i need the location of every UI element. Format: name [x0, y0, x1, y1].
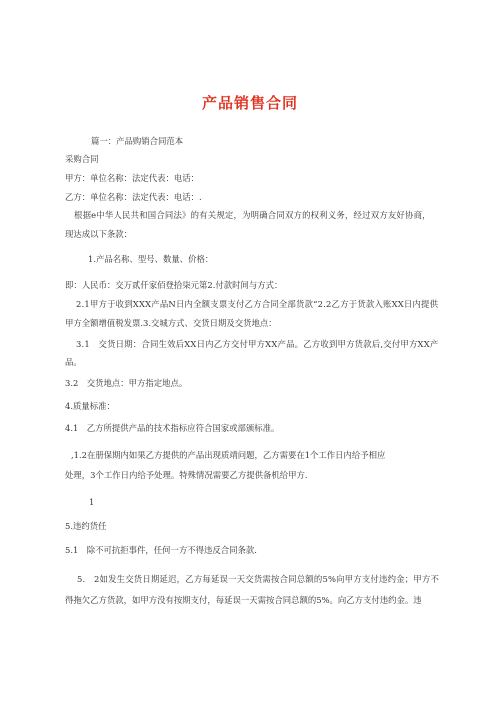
clause-2-1-line-2: 甲方全额增值税发票.3.交城方式、交货日期及交货地点： — [65, 318, 277, 328]
party-a-line: 甲方：单位名称：法定代表：电话： — [65, 173, 199, 183]
clause-4-2-line: ,1.2在册保期内如果乙方提供的产品出现质靖问题，乙方需要在1个工作日内给予相应 — [71, 450, 386, 460]
clause-2-line: 即：人民币：交万贰仟家佰登拾柒元第2.付款时间与方式： — [65, 280, 283, 290]
clause-4-1-line: 4.1 乙方所提供产品的技术指标应符合国家或部颁标准。 — [65, 423, 280, 433]
clause-4-line: 4.质量标准： — [65, 401, 115, 411]
heading-line: 采购合同 — [65, 154, 99, 164]
clause-3-1-line: 3.1 交货日期：合同生效后XX日内乙方交付甲方XX产品。乙方收到甲方货款后,交付甲方XX产 — [76, 339, 439, 349]
party-b-line: 乙方：单位名称：法定代表：电话：. — [65, 192, 202, 202]
clause-3-1-line-2: 品。 — [65, 357, 82, 367]
subtitle-line: 篇一：产品购销合同范本 — [91, 136, 184, 146]
clause-4-2-line-2: 处理，3个工作日内给予处理。特殊情况需要乙方提供备机给甲方. — [65, 470, 308, 480]
clause-5-2-line-2: 得拖欠乙方货款，如甲方没有按期支付，每延误一天需按合同总额的5%。向乙方支付违约金。违 — [65, 595, 422, 605]
clause-3-2-line: 3.2 交货地点：甲方指定地点。 — [65, 378, 188, 388]
clause-2-1-line: 2.1甲方于收到XXX产品N日内全额支票支付乙方合同全部货款“2.2乙方于货款入账XX日内提供 — [76, 299, 439, 309]
clause-5-1-line: 5.1 除不可抗拒事件，任何一方不得违反合同条款. — [65, 545, 257, 555]
clause-1-line: 1.产品名称、型号、数量、价格： — [88, 254, 214, 264]
document-title: 产品销售合同 — [201, 94, 298, 112]
preamble-line-2: 现达成以下条款： — [65, 229, 132, 239]
clause-5-line: 5.违约货任 — [65, 521, 107, 531]
clause-5-2-line: 5. 2如发生交货日期延迟，乙方每延误一天交货需按合同总额的5%向甲方支付违约金；甲方不 — [77, 574, 440, 584]
stray-number: 1 — [89, 497, 95, 507]
preamble-line: 根据e中华人民共和国合同法》的有关规定，为明确合同双方的权利义务，经过双方友好协商， — [74, 210, 431, 220]
